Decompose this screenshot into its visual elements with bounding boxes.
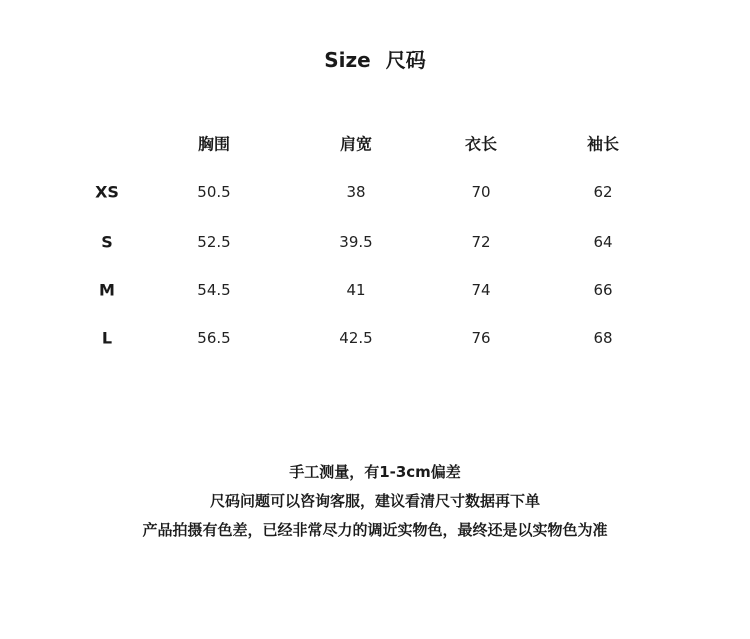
- title-en: Size: [324, 48, 371, 72]
- cell-s-shoulder: 39.5: [339, 233, 373, 251]
- cell-l-chest: 56.5: [197, 329, 231, 347]
- row-label-xs: XS: [95, 182, 119, 202]
- note-measurement: 手工测量，有1-3cm偏差: [289, 463, 461, 481]
- note-color-difference: 产品拍摄有色差，已经非常尽力的调近实物色，最终还是以实物色为准: [142, 521, 608, 539]
- cell-m-sleeve: 66: [593, 281, 613, 299]
- cell-m-length: 74: [471, 281, 491, 299]
- cell-s-length: 72: [471, 233, 491, 251]
- cell-xs-sleeve: 62: [593, 183, 613, 201]
- cell-s-chest: 52.5: [197, 233, 231, 251]
- cell-m-shoulder: 41: [346, 281, 366, 299]
- cell-xs-shoulder: 38: [346, 183, 366, 201]
- cell-s-sleeve: 64: [593, 233, 613, 251]
- page-title: [0, 44, 750, 73]
- cell-l-length: 76: [471, 329, 491, 347]
- note-customer-service: 尺码问题可以咨询客服，建议看清尺寸数据再下单: [209, 492, 540, 510]
- row-label-s: S: [101, 232, 113, 252]
- header-shoulder: 肩宽: [339, 134, 373, 154]
- cell-m-chest: 54.5: [197, 281, 231, 299]
- header-length: 衣长: [464, 134, 498, 154]
- header-sleeve: 袖长: [586, 134, 620, 154]
- cell-l-sleeve: 68: [593, 329, 613, 347]
- cell-xs-chest: 50.5: [197, 183, 231, 201]
- row-label-m: M: [99, 280, 115, 300]
- notes-block: [0, 458, 750, 545]
- cell-l-shoulder: 42.5: [339, 329, 373, 347]
- header-chest: 胸围: [197, 134, 231, 154]
- row-label-l: L: [101, 328, 113, 348]
- cell-xs-length: 70: [471, 183, 491, 201]
- title-zh: 尺码: [385, 48, 426, 72]
